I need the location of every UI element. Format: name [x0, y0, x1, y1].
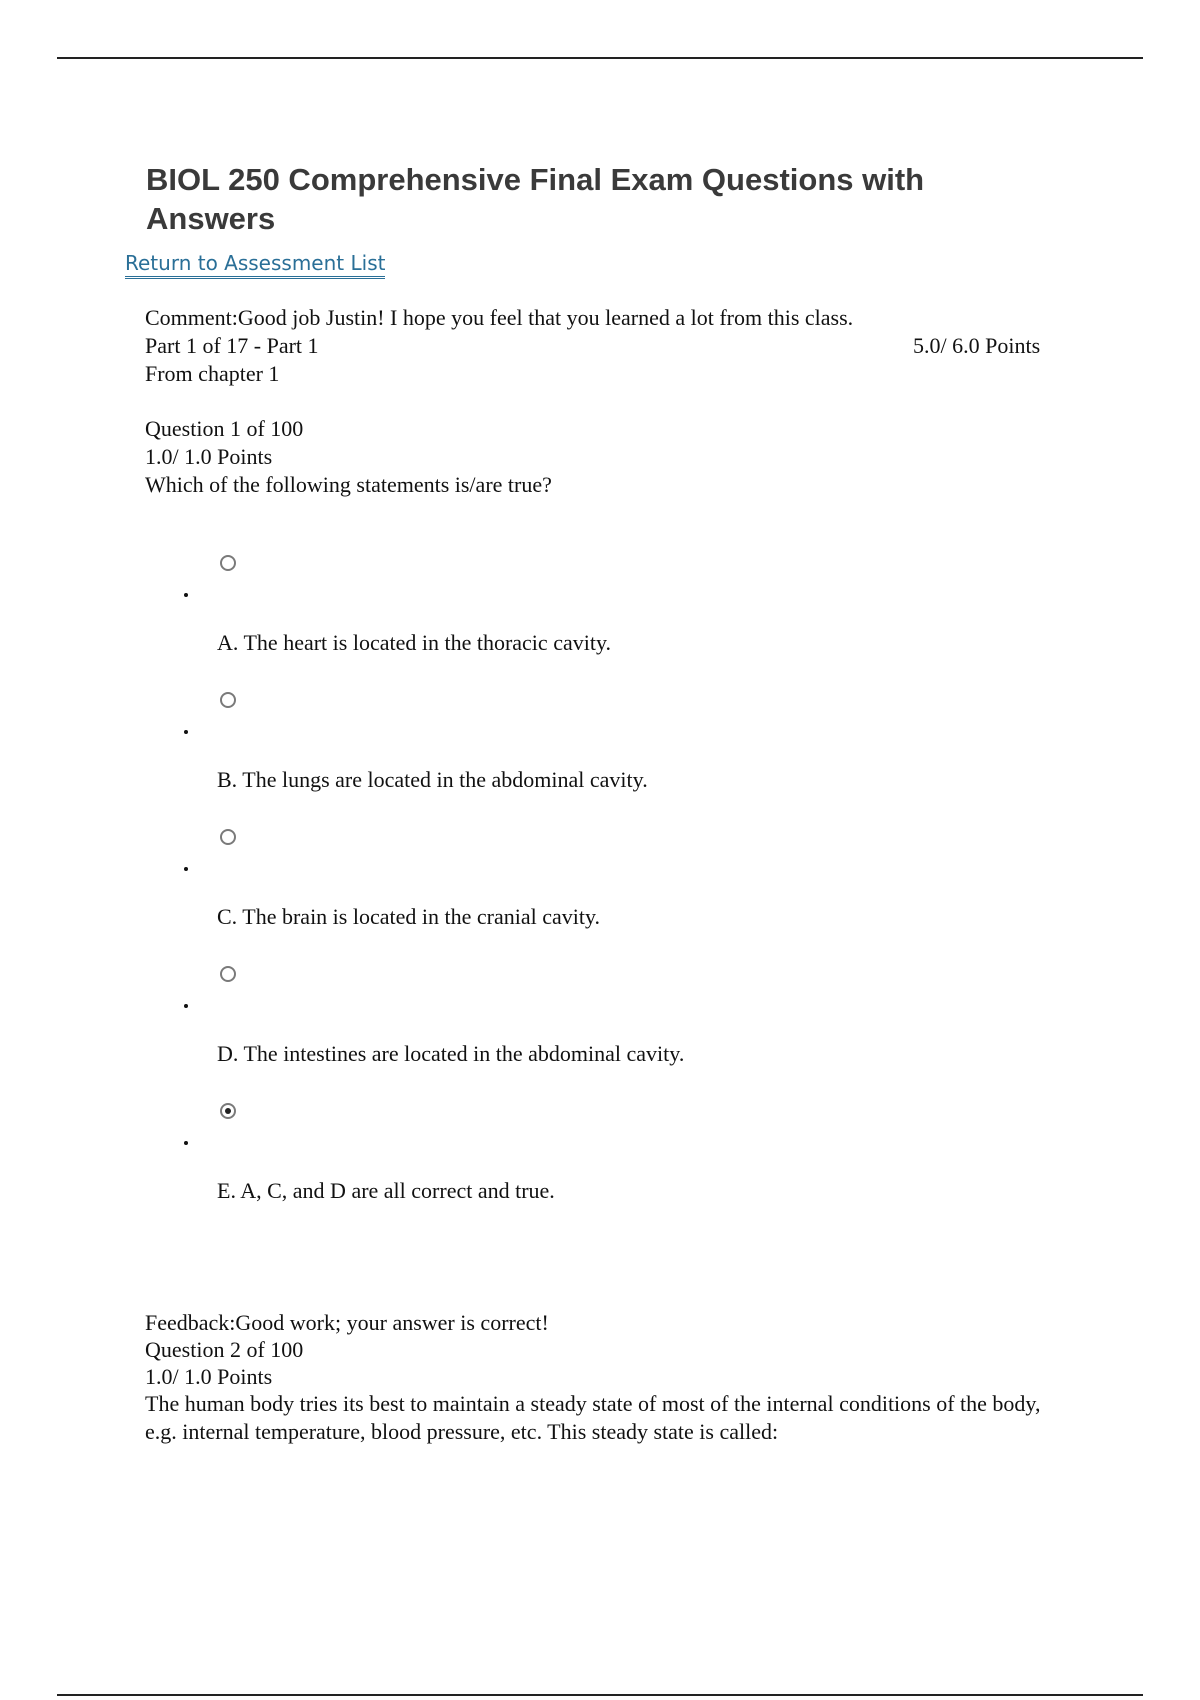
part-label: Part 1 of 17 - Part 1: [145, 333, 319, 358]
bullet-icon: [184, 730, 188, 734]
radio-button-d[interactable]: [220, 966, 236, 982]
radio-button-c[interactable]: [220, 829, 236, 845]
part-points: 5.0/ 6.0 Points: [913, 333, 1041, 358]
question-2-points: 1.0/ 1.0 Points: [145, 1364, 273, 1389]
question-1-number: Question 1 of 100: [145, 416, 304, 441]
bullet-icon: [184, 867, 188, 871]
radio-button-b[interactable]: [220, 692, 236, 708]
bottom-rule: [57, 1694, 1143, 1696]
option-e-label: E. A, C, and D are all correct and true.: [217, 1178, 555, 1203]
question-2-number: Question 2 of 100: [145, 1337, 304, 1362]
question-1-prompt: Which of the following statements is/are true?: [145, 472, 552, 497]
page-title: BIOL 250 Comprehensive Final Exam Questions with Answers: [146, 162, 925, 236]
radio-button-a[interactable]: [220, 555, 236, 571]
top-rule: [57, 57, 1143, 59]
option-b-label: B. The lungs are located in the abdominal cavity.: [217, 767, 648, 792]
part-source: From chapter 1: [145, 361, 280, 386]
instructor-comment: Comment:Good job Justin! I hope you feel that you learned a lot from this class.: [145, 305, 854, 330]
return-to-assessment-list-link[interactable]: Return to Assessment List: [125, 251, 385, 279]
question-1-points: 1.0/ 1.0 Points: [145, 444, 273, 469]
bullet-icon: [184, 1004, 188, 1008]
option-a-label: A. The heart is located in the thoracic cavity.: [217, 630, 612, 655]
bullet-icon: [184, 1141, 188, 1145]
question-1-feedback: Feedback:Good work; your answer is correct!: [145, 1310, 549, 1335]
bullet-icon: [184, 593, 188, 597]
question-2-prompt: The human body tries its best to maintain a steady state of most of the internal conditions of the body, e.g. internal temperature, blood pressure, etc. This steady state is called:: [145, 1391, 1041, 1444]
option-c-label: C. The brain is located in the cranial cavity.: [217, 904, 601, 929]
option-d-label: D. The intestines are located in the abdominal cavity.: [217, 1041, 685, 1066]
radio-button-e[interactable]: [220, 1103, 236, 1119]
